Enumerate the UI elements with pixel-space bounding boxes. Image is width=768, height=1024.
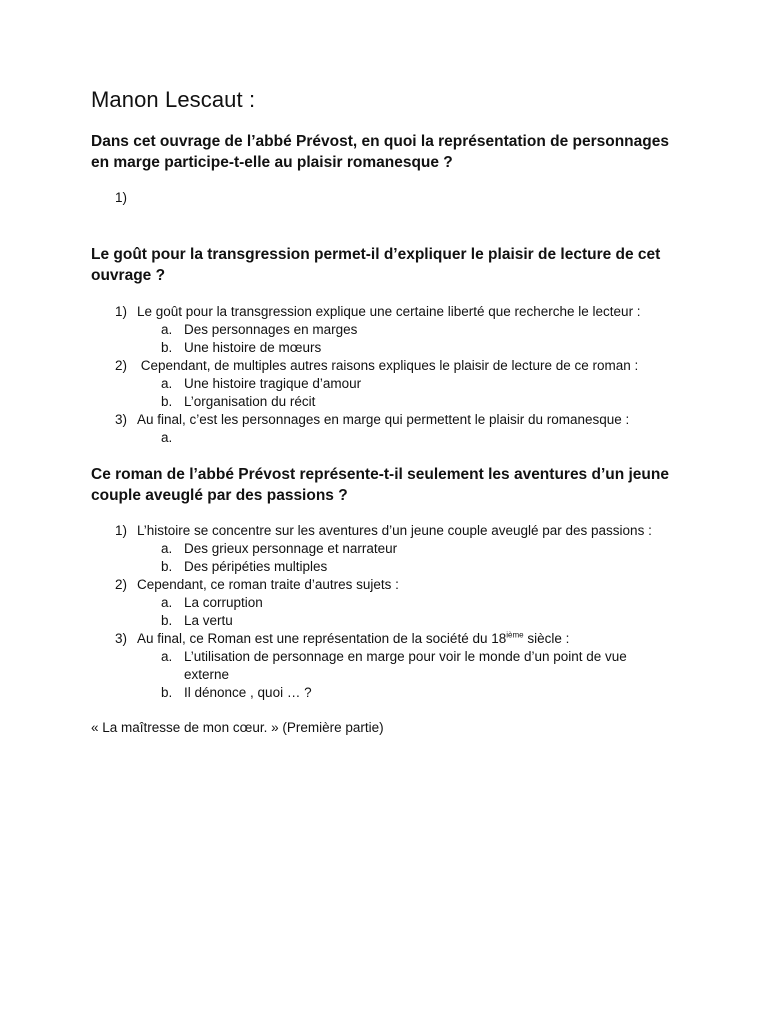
superscript-ordinal: ième [506, 630, 524, 640]
sub-list-text: Une histoire de mœurs [184, 340, 322, 355]
sub-list-marker: b. [161, 559, 173, 574]
list-item-text: L’histoire se concentre sur les aventures d’un jeune couple aveuglé par des passions : [137, 523, 652, 538]
sub-list-item [91, 540, 691, 558]
list-item-text-end: siècle : [523, 631, 570, 646]
sub-list-item [91, 375, 691, 393]
question-1-heading: Dans cet ouvrage de l’abbé Prévost, en quoi la représentation de personnages en marge participe-t-elle au plaisir romanesque ? [91, 133, 669, 171]
sub-list-marker: a. [161, 376, 173, 391]
sub-list-item [91, 612, 691, 630]
sub-list-text: Des péripéties multiples [184, 559, 328, 574]
sub-list-text: Des grieux personnage et narrateur [184, 541, 398, 556]
sub-list-item [91, 558, 691, 576]
list-number: 2) [115, 577, 128, 592]
list-item [91, 357, 691, 375]
sub-list-item [91, 594, 691, 612]
list-item-text: Cependant, ce roman traite d’autres sujets : [137, 577, 399, 592]
list-number: 1) [115, 190, 128, 205]
list-item [91, 576, 691, 594]
list-item [91, 630, 691, 648]
outline-list-3 [91, 522, 691, 702]
sub-list-text: La vertu [184, 613, 233, 628]
sub-list-text: L’organisation du récit [184, 394, 316, 409]
sub-list-marker: a. [161, 541, 173, 556]
outline-list-1 [91, 189, 691, 207]
list-item-text: Le goût pour la transgression explique une certaine liberté que recherche le lecteur : [137, 304, 641, 319]
sub-list-item [91, 429, 691, 447]
sub-list-item [91, 684, 691, 702]
list-item [91, 303, 691, 321]
sub-list-item [91, 339, 691, 357]
list-item [91, 189, 691, 207]
sub-list-item [91, 648, 691, 684]
sub-list-marker: b. [161, 613, 173, 628]
sub-list-marker: b. [161, 340, 173, 355]
list-item [91, 411, 691, 429]
outline-list-2 [91, 303, 691, 447]
sub-list-marker: a. [161, 322, 173, 337]
list-item-text-main: Au final, ce Roman est une représentation de la société du 18 [137, 631, 507, 646]
list-item [91, 522, 691, 540]
sub-list-text: Des personnages en marges [184, 322, 358, 337]
sub-list-text: L’utilisation de personnage en marge pour voir le monde d’un point de vue externe [184, 649, 627, 682]
sub-list-marker: b. [161, 394, 173, 409]
list-number: 1) [115, 523, 128, 538]
list-item-text: Au final, c’est les personnages en marge qui permettent le plaisir du romanesque : [137, 412, 630, 427]
sub-list-item [91, 393, 691, 411]
quote-line: « La maîtresse de mon cœur. » (Première partie) [91, 720, 384, 735]
list-number: 1) [115, 304, 128, 319]
sub-list-marker: a. [161, 649, 173, 664]
list-item-text: Cependant, de multiples autres raisons expliques le plaisir de lecture de ce roman : [137, 358, 639, 373]
sub-list-item [91, 321, 691, 339]
list-number: 3) [115, 631, 128, 646]
question-2-heading: Le goût pour la transgression permet-il d’expliquer le plaisir de lecture de cet ouvrage ? [91, 246, 661, 284]
sub-list-text: Il dénonce , quoi … ? [184, 685, 312, 700]
document-title: Manon Lescaut : [91, 87, 256, 112]
sub-list-text: La corruption [184, 595, 263, 610]
sub-list-marker: a. [161, 595, 173, 610]
sub-list-marker: b. [161, 685, 173, 700]
list-number: 3) [115, 412, 128, 427]
question-3-heading: Ce roman de l’abbé Prévost représente-t-il seulement les aventures d’un jeune couple aveuglé par des passions ? [91, 466, 669, 504]
sub-list-text: Une histoire tragique d’amour [184, 376, 362, 391]
list-item-text [137, 630, 569, 648]
sub-list-marker: a. [161, 430, 173, 445]
list-number: 2) [115, 358, 128, 373]
